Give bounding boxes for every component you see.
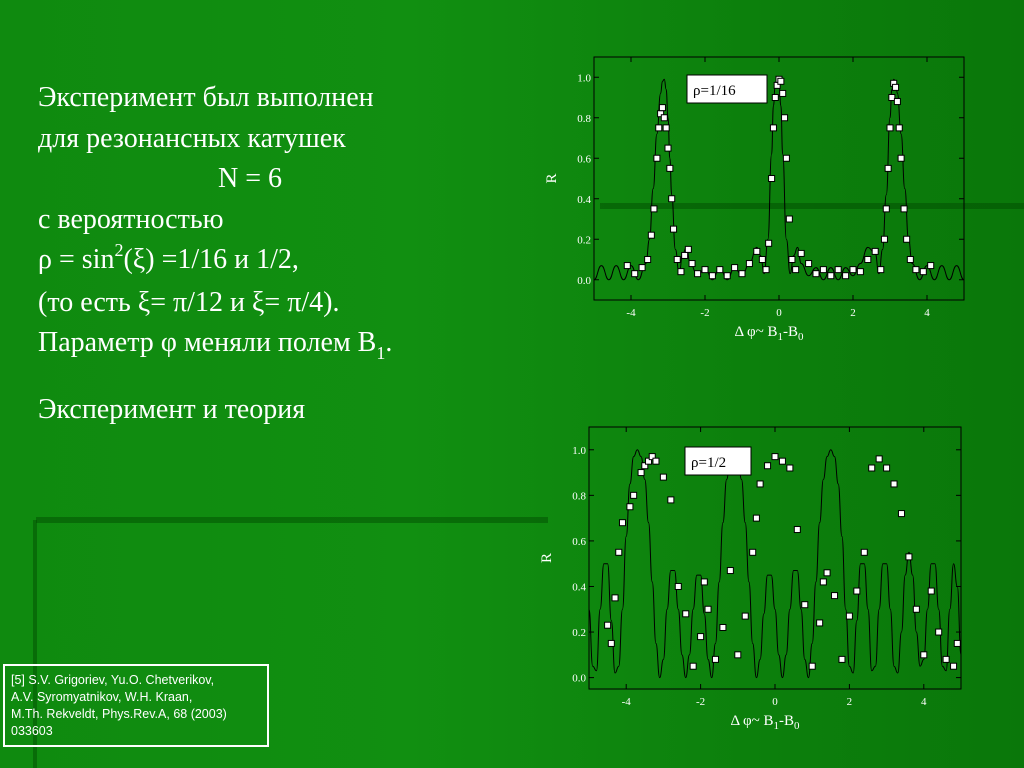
data-point	[813, 271, 819, 277]
data-point	[616, 549, 622, 555]
data-point	[920, 269, 926, 275]
data-point	[770, 125, 776, 131]
y-tick-label: 0.6	[572, 535, 586, 548]
data-point	[928, 263, 934, 269]
theory-curve	[594, 77, 964, 280]
data-point	[739, 271, 745, 277]
data-point	[894, 99, 900, 105]
data-point	[772, 95, 778, 101]
data-point	[678, 269, 684, 275]
data-point	[668, 497, 674, 503]
data-point	[669, 196, 675, 202]
data-point	[660, 474, 666, 480]
parameter-subscript: 1	[376, 343, 386, 363]
x-tick-label: 4	[921, 696, 927, 708]
data-point	[674, 257, 680, 263]
data-point	[759, 257, 765, 263]
chart-rho-1-16	[530, 55, 980, 350]
data-point	[832, 593, 838, 599]
data-point	[717, 267, 723, 273]
plot-area	[589, 450, 961, 678]
data-point	[881, 236, 887, 242]
formula-end: (ξ) =1/16 и 1/2,	[123, 244, 299, 275]
data-point	[824, 570, 830, 576]
data-point	[850, 267, 856, 273]
data-point	[612, 595, 618, 601]
data-point	[627, 504, 633, 510]
data-point	[727, 568, 733, 574]
data-point	[724, 273, 730, 279]
data-point	[656, 125, 662, 131]
data-point	[786, 216, 792, 222]
data-point	[638, 470, 644, 476]
data-point	[898, 155, 904, 161]
data-point	[619, 520, 625, 526]
x-tick-label: 4	[924, 307, 930, 319]
y-tick-label: 1.0	[577, 72, 591, 85]
formula-start: ρ = sin	[38, 244, 115, 275]
data-point	[820, 579, 826, 585]
data-point	[794, 527, 800, 533]
text-line-3: N = 6	[218, 163, 283, 194]
data-point	[782, 115, 788, 121]
data-point	[720, 624, 726, 630]
y-tick-label: 0.0	[572, 672, 586, 685]
y-tick-label: 1.0	[572, 444, 586, 457]
data-point	[608, 640, 614, 646]
data-point	[806, 261, 812, 267]
parameter-end: .	[385, 327, 393, 358]
citation-line-4: 033603	[11, 724, 53, 738]
data-point	[913, 267, 919, 273]
data-point	[769, 176, 775, 182]
data-point	[887, 125, 893, 131]
text-line-1: Эксперимент был выполнен	[38, 82, 374, 113]
data-point	[878, 267, 884, 273]
data-point	[846, 613, 852, 619]
legend-label: ρ=1/16	[693, 83, 736, 99]
x-tick-label: -2	[700, 307, 710, 319]
x-tick-label: -2	[696, 696, 706, 708]
data-point	[689, 261, 695, 267]
y-tick-label: 0.6	[577, 153, 591, 166]
data-point	[828, 273, 834, 279]
slide-body-text	[38, 78, 558, 366]
legend-label: ρ=1/2	[691, 455, 727, 471]
data-point	[665, 145, 671, 151]
y-tick-label: 0.8	[572, 490, 586, 503]
data-point	[661, 115, 667, 121]
theory-curve	[589, 450, 961, 678]
data-point	[732, 265, 738, 271]
data-point	[712, 656, 718, 662]
text-line-7	[38, 323, 558, 366]
data-point	[884, 465, 890, 471]
data-point	[695, 271, 701, 277]
x-axis-label: Δ φ~ $B_1-B_0$	[730, 713, 800, 732]
y-tick-label: 0.4	[572, 581, 586, 594]
data-point	[921, 652, 927, 658]
data-point	[898, 511, 904, 517]
data-point	[701, 579, 707, 585]
data-point	[709, 273, 715, 279]
data-point	[648, 232, 654, 238]
data-point	[951, 663, 957, 669]
y-tick-label: 0.2	[577, 234, 591, 247]
data-point	[746, 261, 752, 267]
data-point	[906, 554, 912, 560]
data-point	[735, 652, 741, 658]
data-point	[809, 663, 815, 669]
data-point	[817, 620, 823, 626]
y-axis-label: R	[539, 552, 555, 564]
data-point	[789, 257, 795, 263]
data-point	[639, 265, 645, 271]
data-point	[698, 634, 704, 640]
data-point	[631, 492, 637, 498]
data-point	[765, 463, 771, 469]
data-point	[943, 656, 949, 662]
data-point	[793, 267, 799, 273]
data-point	[835, 267, 841, 273]
data-point	[659, 105, 665, 111]
text-line-2: для резонансных катушек	[38, 122, 346, 154]
chart-rho-1-2	[525, 425, 980, 750]
text-line-6: (то есть ξ= π/12 и ξ= π/4).	[38, 286, 340, 318]
data-point	[663, 125, 669, 131]
data-point	[632, 271, 638, 277]
y-tick-label: 0.2	[572, 627, 586, 640]
data-point	[742, 613, 748, 619]
data-point	[683, 611, 689, 617]
data-point	[651, 206, 657, 212]
data-point	[843, 273, 849, 279]
data-point	[802, 602, 808, 608]
x-axis-label: Δ φ~ $B_1-B_0$	[734, 324, 804, 343]
data-point	[865, 257, 871, 263]
data-point	[869, 465, 875, 471]
data-point	[854, 588, 860, 594]
data-point	[682, 252, 688, 258]
subtitle: Эксперимент и теория	[38, 394, 306, 425]
data-point	[896, 125, 902, 131]
data-point	[671, 226, 677, 232]
data-point	[702, 267, 708, 273]
citation-line-3: M.Th. Rekveldt, Phys.Rev.A, 68 (2003)	[11, 707, 227, 721]
data-point	[766, 240, 772, 246]
data-point	[891, 481, 897, 487]
parameter-text: Параметр φ меняли полем B	[38, 327, 377, 358]
data-point	[779, 458, 785, 464]
data-point	[754, 248, 760, 254]
data-point	[772, 454, 778, 460]
x-tick-label: 0	[772, 696, 778, 708]
data-point	[928, 588, 934, 594]
data-point	[778, 78, 784, 84]
data-point	[913, 606, 919, 612]
background-strip-middle	[36, 517, 548, 523]
citation-box	[3, 664, 269, 747]
data-point	[753, 515, 759, 521]
y-tick-label: 0.4	[577, 193, 591, 206]
y-tick-label: 0.0	[577, 274, 591, 287]
x-tick-label: 2	[846, 696, 853, 708]
data-point	[690, 663, 696, 669]
data-point	[861, 549, 867, 555]
data-point	[820, 267, 826, 273]
data-point	[645, 257, 651, 263]
data-point	[885, 165, 891, 171]
data-point	[667, 165, 673, 171]
x-tick-label: 2	[850, 307, 856, 319]
data-point	[954, 640, 960, 646]
data-point	[904, 236, 910, 242]
data-point	[907, 257, 913, 263]
data-point	[901, 206, 907, 212]
data-point	[705, 606, 711, 612]
text-line-5	[38, 240, 558, 283]
x-tick-label: -4	[621, 696, 631, 708]
data-point	[750, 549, 756, 555]
data-point	[798, 250, 804, 256]
data-point	[787, 465, 793, 471]
plot-frame	[594, 57, 964, 300]
x-tick-label: -4	[626, 307, 636, 319]
data-point	[936, 629, 942, 635]
y-axis-label: R	[544, 173, 560, 184]
data-point	[857, 269, 863, 275]
data-point	[883, 206, 889, 212]
data-point	[654, 155, 660, 161]
text-line-4: с вероятностью	[38, 203, 224, 235]
data-point	[653, 458, 659, 464]
data-point	[783, 155, 789, 161]
data-point	[872, 248, 878, 254]
plot-area	[594, 76, 964, 279]
citation-line-2: A.V. Syromyatnikov, W.H. Kraan,	[11, 690, 193, 704]
data-point	[780, 90, 786, 96]
data-point	[876, 456, 882, 462]
citation-line-1: [5] S.V. Grigoriev, Yu.O. Chetverikov,	[11, 673, 215, 687]
data-point	[685, 246, 691, 252]
formula-superscript: 2	[114, 240, 124, 260]
data-point	[763, 267, 769, 273]
y-tick-label: 0.8	[577, 112, 591, 125]
data-point	[675, 583, 681, 589]
data-point	[757, 481, 763, 487]
data-point	[893, 84, 899, 90]
data-point	[839, 656, 845, 662]
x-tick-label: 0	[776, 307, 782, 319]
data-point	[624, 263, 630, 269]
data-point	[605, 622, 611, 628]
